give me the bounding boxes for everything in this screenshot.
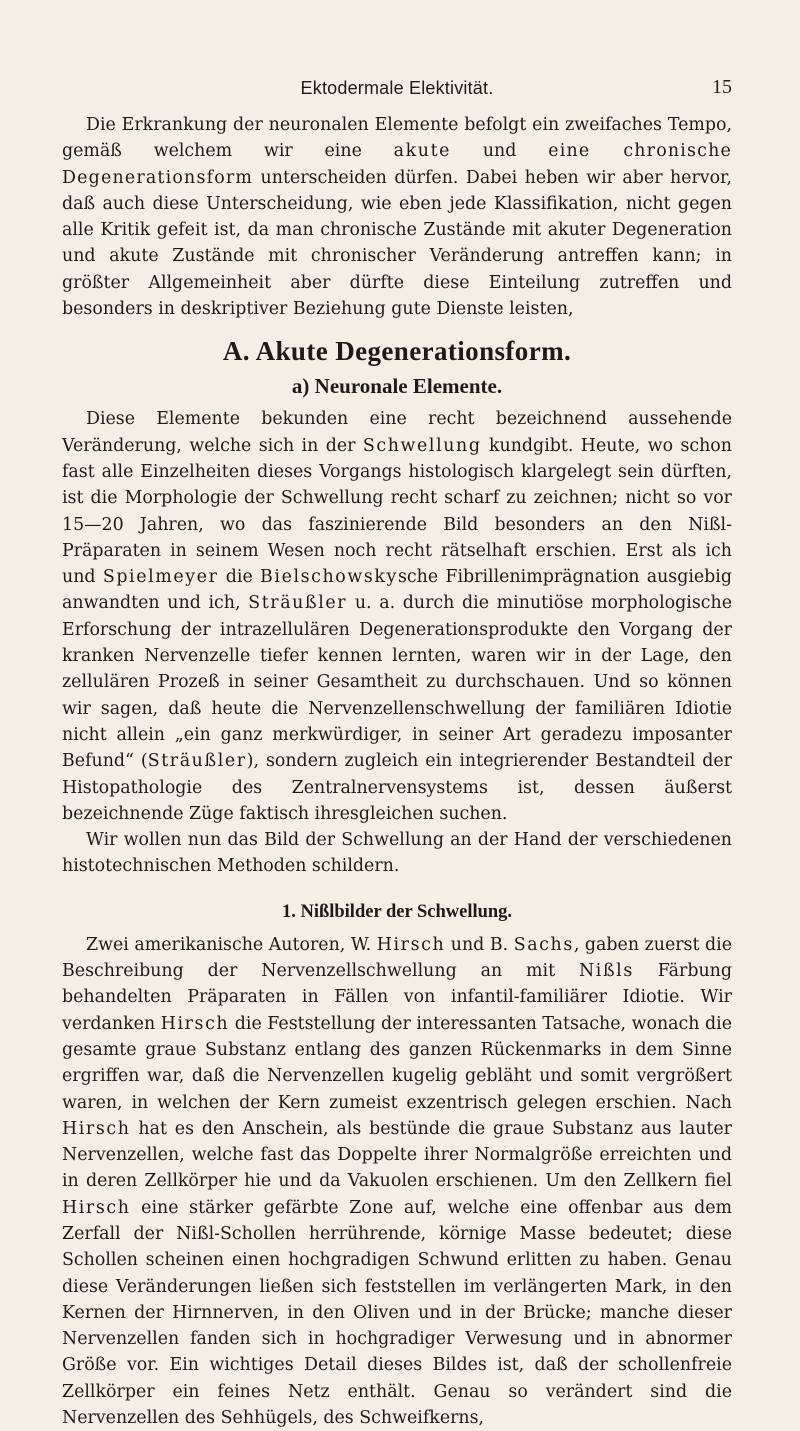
author-nissl: Nißls [578, 961, 634, 982]
author-spielmeyer: Spielmeyer [102, 567, 219, 588]
author-hirsch: Hirsch [376, 934, 446, 955]
body-text [62, 112, 732, 1431]
paragraph-intro: Die Erkrankung der neuronalen Elemente befolgt ein zweifaches Tempo, gemäß welchem wir eine akute und eine chronische Degenerationsform unterscheiden dürfen. Dabei heben wir aber hervor, daß auch diese Unterscheidung, wie eben jede Klassifikation, nicht gegen alle Kritik gefeit ist, da man chronische Zustände mit akuter Degeneration und akute Zustände mit chronischer Veränderung antreffen kann; in größter Allgemeinheit aber dürfte diese Einteilung zutreffen und besonders in deskriptiver Beziehung gute Dienste leisten, [62, 115, 732, 320]
author-hirsch-2: Hirsch [160, 1013, 230, 1034]
emphasis-chronische-degenerationsform: eine chronische Degenerationsform [62, 141, 732, 188]
page-number: 15 [712, 76, 732, 98]
author-straeussler-2: Sträußler [147, 751, 247, 772]
author-straeussler: Sträußler [248, 593, 348, 614]
section-heading-a: A. Akute Degenerationsform. [222, 336, 572, 367]
author-hirsch-3: Hirsch [62, 1118, 131, 1139]
subsection-heading-neuronale-elemente: a) Neuronale Elemente. [291, 374, 503, 399]
paragraph-methoden: Wir wollen nun das Bild der Schwellung an der Hand der verschiedenen histotechnischen Methoden schildern. [62, 830, 732, 877]
paragraph-schwellung: Diese Elemente bekunden eine recht bezeichnend aussehende Veränderung, welche sich in der Schwellung kundgibt. Heute, wo schon fast alle Einzelheiten dieses Vorgangs histologisch klargelegt sein dürften, ist die Morphologie der Schwellung recht scharf zu zeichnen; nicht so vor 15—20 Jahren, wo das faszinierende Bild besonders an den Nißl-Präparaten in seinem Wesen noch recht rätselhaft erschien. Erst als ich und Spielmeyer die Bielschowskysche Fibrillenimprägnation ausgiebig anwandten und ich, Sträußler u. a. durch die minutiöse morphologische Erforschung der intrazellulären Degenerationsprodukte den Vorgang der kranken Nervenzelle tiefer kennen lernten, waren wir in der Lage, den zellulären Prozeß in seiner Gesamtheit zu durchschauen. Und so können wir sagen, daß heute die Nervenzellenschwellung der familiären Idiotie nicht allein „ein ganz merkwürdiger, in seiner Art geradezu imposanter Befund“ (Sträußler), sondern zugleich ein integrierender Bestandteil der Histopathologie des Zentralnervensystems ist, dessen äußerst bezeichnende Züge faktisch ihresgleichen suchen. [62, 409, 733, 824]
running-title: Ektodermale Elektivität. [300, 78, 494, 98]
running-header [62, 78, 732, 102]
subsection-heading-nisslbilder: 1. Nißlbilder der Schwellung. [281, 901, 513, 922]
author-hirsch-4: Hirsch [62, 1197, 131, 1218]
author-sachs: Sachs [513, 934, 574, 955]
paragraph-nisslbilder: Zwei amerikanische Autoren, W. Hirsch und B. Sachs, gaben zuerst die Beschreibung der Nervenzellschwellung an mit Nißls Färbung behandelten Präparaten in Fällen von infantil-familiärer Idiotie. Wir verdanken Hirsch die Feststellung der interessanten Tatsache, wonach die gesamte graue Substanz entlang des ganzen Rückenmarks in dem Sinne ergriffen war, daß die Nervenzellen kugelig gebläht und somit vergrößert waren, in welchen der Kern zumeist exzentrisch gelegen erschien. Nach Hirsch hat es den Anschein, als bestünde die graue Substanz aus lauter Nervenzellen, welche fast das Doppelte ihrer Normalgröße erreichten und in deren Zellkörper hie und da Vakuolen erschienen. Um den Zellkern fiel Hirsch eine stärker gefärbte Zone auf, welche eine offenbar aus dem Zerfall der Nißl-Schollen herrührende, körnige Masse bedeutet; diese Schollen scheinen einen hochgradigen Schwund erlitten zu haben. Genau diese Veränderungen ließen sich feststellen im verlängerten Mark, in den Kernen der Hirnnerven, in den Oliven und in der Brücke; manche dieser Nervenzellen fanden sich in hochgradiger Verwesung und in abnormer Größe vor. Ein wichtiges Detail dieses Bildes ist, daß der schollenfreie Zellkörper ein feines Netz enthält. Genau so verändert sind die Nervenzellen des Sehhügels, des Schweifkerns, [62, 934, 732, 1429]
author-bielschowsky: Bielschowsky [260, 567, 398, 588]
emphasis-akute: akute [393, 141, 452, 162]
emphasis-schwellung: Schwellung [362, 435, 482, 456]
